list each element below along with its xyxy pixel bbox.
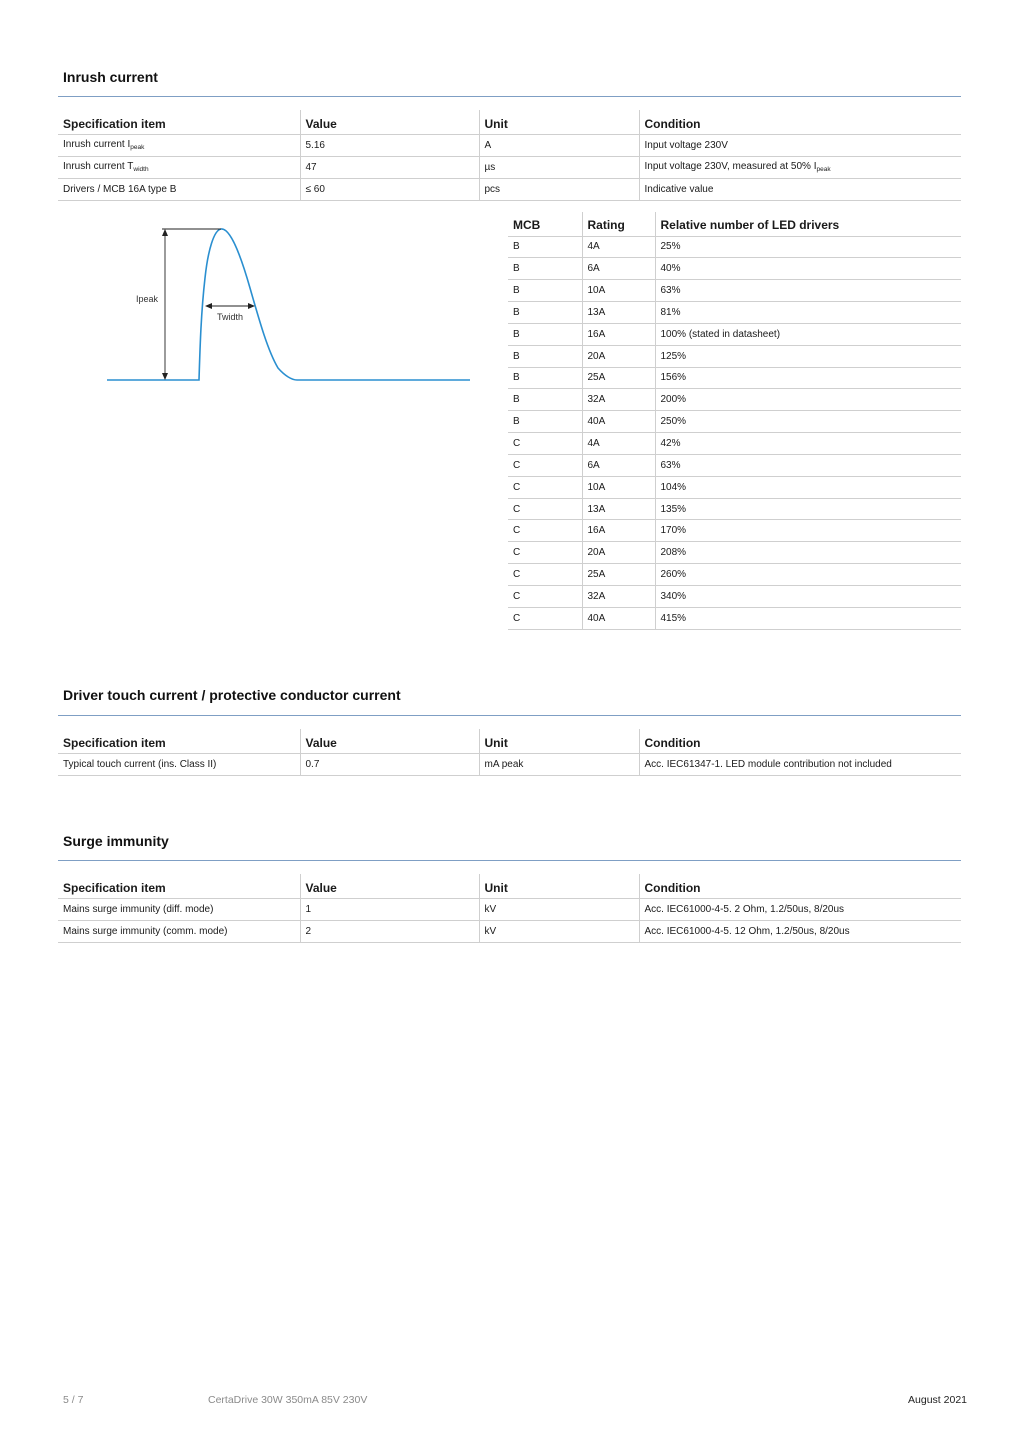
- cell-item: Mains surge immunity (diff. mode): [58, 898, 300, 920]
- cell-relative-number: 415%: [655, 607, 961, 629]
- surge-section-title: Surge immunity: [63, 833, 169, 849]
- header-mcb: MCB: [508, 212, 582, 236]
- ipeak-arrow-up-icon: [162, 229, 168, 236]
- cell-condition: Acc. IEC61347-1. LED module contribution not included: [639, 753, 961, 775]
- table-row: [508, 498, 961, 520]
- table-row: [508, 258, 961, 280]
- cell-mcb-type: B: [508, 411, 582, 433]
- mcb-ratio-table: [508, 212, 961, 630]
- header-condition: Condition: [639, 874, 961, 898]
- surge-spec-table: [58, 874, 961, 943]
- cell-mcb-type: C: [508, 586, 582, 608]
- cell-mcb-type: B: [508, 345, 582, 367]
- cell-rating: 13A: [582, 302, 655, 324]
- table-row: [508, 345, 961, 367]
- cell-item: Inrush current $I_{peak}$: [58, 134, 300, 156]
- cell-condition: Input voltage 230V, measured at 50% $I_{peak}$: [639, 156, 961, 178]
- touch-section-rule: [58, 715, 961, 716]
- cell-value: 47: [300, 156, 479, 178]
- cell-value: ≤ 60: [300, 178, 479, 200]
- footer-product-name: CertaDrive 30W 350mA 85V 230V: [208, 1394, 368, 1406]
- cell-item: Drivers / MCB 16A type B: [58, 178, 300, 200]
- ipeak-label: Ipeak: [136, 294, 159, 304]
- surge-section-rule: [58, 860, 961, 861]
- cell-rating: 25A: [582, 367, 655, 389]
- cell-unit: mA peak: [479, 753, 639, 775]
- header-relative-number: Relative number of LED drivers: [655, 212, 961, 236]
- cell-relative-number: 135%: [655, 498, 961, 520]
- table-header-row: [508, 212, 961, 236]
- cell-mcb-type: B: [508, 236, 582, 258]
- header-spec-item: Specification item: [58, 110, 300, 134]
- table-row: [508, 389, 961, 411]
- cell-mcb-type: C: [508, 520, 582, 542]
- cell-value: 0.7: [300, 753, 479, 775]
- cell-condition: Indicative value: [639, 178, 961, 200]
- table-row: [508, 302, 961, 324]
- twidth-arrow-left-icon: [205, 303, 212, 309]
- cell-mcb-type: B: [508, 389, 582, 411]
- cell-mcb-type: C: [508, 564, 582, 586]
- table-row: [508, 454, 961, 476]
- table-row: [58, 920, 961, 942]
- cell-unit: pcs: [479, 178, 639, 200]
- table-row: [508, 367, 961, 389]
- cell-value: 1: [300, 898, 479, 920]
- cell-relative-number: 125%: [655, 345, 961, 367]
- cell-relative-number: 170%: [655, 520, 961, 542]
- cell-rating: 40A: [582, 411, 655, 433]
- cell-mcb-type: C: [508, 433, 582, 455]
- table-row: [508, 411, 961, 433]
- cell-condition: Acc. IEC61000-4-5. 12 Ohm, 1.2/50us, 8/20us: [639, 920, 961, 942]
- cell-relative-number: 260%: [655, 564, 961, 586]
- cell-rating: 6A: [582, 258, 655, 280]
- cell-item: Mains surge immunity (comm. mode): [58, 920, 300, 942]
- cell-rating: 10A: [582, 280, 655, 302]
- cell-mcb-type: B: [508, 367, 582, 389]
- cell-mcb-type: B: [508, 302, 582, 324]
- cell-relative-number: 81%: [655, 302, 961, 324]
- table-row: [508, 433, 961, 455]
- touch-spec-table: [58, 729, 961, 776]
- header-unit: Unit: [479, 110, 639, 134]
- touch-section-title: Driver touch current / protective conductor current: [63, 687, 401, 703]
- inrush-section-title: Inrush current: [63, 69, 158, 85]
- cell-relative-number: 100% (stated in datasheet): [655, 323, 961, 345]
- table-row: [58, 178, 961, 200]
- table-row: [58, 753, 961, 775]
- cell-relative-number: 200%: [655, 389, 961, 411]
- cell-rating: 6A: [582, 454, 655, 476]
- cell-mcb-type: C: [508, 542, 582, 564]
- cell-rating: 20A: [582, 542, 655, 564]
- table-row: [508, 323, 961, 345]
- table-row: [508, 586, 961, 608]
- table-row: [508, 564, 961, 586]
- cell-rating: 20A: [582, 345, 655, 367]
- header-spec-item: Specification item: [58, 729, 300, 753]
- table-row: [508, 280, 961, 302]
- header-value: Value: [300, 729, 479, 753]
- cell-mcb-type: C: [508, 607, 582, 629]
- table-row: [58, 898, 961, 920]
- cell-mcb-type: B: [508, 258, 582, 280]
- header-condition: Condition: [639, 110, 961, 134]
- header-condition: Condition: [639, 729, 961, 753]
- cell-value: 2: [300, 920, 479, 942]
- cell-unit: A: [479, 134, 639, 156]
- cell-rating: 16A: [582, 520, 655, 542]
- table-header-row: [58, 874, 961, 898]
- table-header-row: [58, 110, 961, 134]
- cell-mcb-type: C: [508, 454, 582, 476]
- table-row: [508, 476, 961, 498]
- cell-rating: 13A: [582, 498, 655, 520]
- header-value: Value: [300, 874, 479, 898]
- cell-relative-number: 63%: [655, 454, 961, 476]
- cell-unit: µs: [479, 156, 639, 178]
- header-value: Value: [300, 110, 479, 134]
- cell-unit: kV: [479, 920, 639, 942]
- inrush-pulse-curve: [107, 229, 470, 380]
- cell-relative-number: 42%: [655, 433, 961, 455]
- cell-condition: Input voltage 230V: [639, 134, 961, 156]
- cell-rating: 16A: [582, 323, 655, 345]
- twidth-label: Twidth: [217, 312, 244, 322]
- inrush-spec-table: [58, 110, 961, 201]
- cell-rating: 4A: [582, 433, 655, 455]
- cell-rating: 32A: [582, 586, 655, 608]
- cell-item: Inrush current $T_{width}$: [58, 156, 300, 178]
- cell-relative-number: 208%: [655, 542, 961, 564]
- cell-mcb-type: B: [508, 323, 582, 345]
- cell-relative-number: 63%: [655, 280, 961, 302]
- cell-condition: Acc. IEC61000-4-5. 2 Ohm, 1.2/50us, 8/20us: [639, 898, 961, 920]
- cell-relative-number: 40%: [655, 258, 961, 280]
- cell-rating: 40A: [582, 607, 655, 629]
- cell-value: 5.16: [300, 134, 479, 156]
- cell-relative-number: 340%: [655, 586, 961, 608]
- cell-rating: 4A: [582, 236, 655, 258]
- header-unit: Unit: [479, 729, 639, 753]
- footer-date: August 2021: [908, 1394, 967, 1406]
- cell-rating: 32A: [582, 389, 655, 411]
- table-header-row: [58, 729, 961, 753]
- ipeak-arrow-down-icon: [162, 373, 168, 380]
- cell-mcb-type: C: [508, 476, 582, 498]
- table-row: [508, 520, 961, 542]
- cell-mcb-type: C: [508, 498, 582, 520]
- cell-item: Typical touch current (ins. Class II): [58, 753, 300, 775]
- inrush-pulse-diagram: [100, 218, 480, 388]
- cell-relative-number: 250%: [655, 411, 961, 433]
- cell-rating: 10A: [582, 476, 655, 498]
- cell-relative-number: 25%: [655, 236, 961, 258]
- table-row: [58, 156, 961, 178]
- table-row: [508, 607, 961, 629]
- footer-page-number: 5 / 7: [63, 1394, 84, 1406]
- cell-relative-number: 156%: [655, 367, 961, 389]
- inrush-section-rule: [58, 96, 961, 97]
- table-row: [58, 134, 961, 156]
- header-rating: Rating: [582, 212, 655, 236]
- header-unit: Unit: [479, 874, 639, 898]
- cell-rating: 25A: [582, 564, 655, 586]
- header-spec-item: Specification item: [58, 874, 300, 898]
- cell-relative-number: 104%: [655, 476, 961, 498]
- cell-unit: kV: [479, 898, 639, 920]
- cell-mcb-type: B: [508, 280, 582, 302]
- table-row: [508, 542, 961, 564]
- table-row: [508, 236, 961, 258]
